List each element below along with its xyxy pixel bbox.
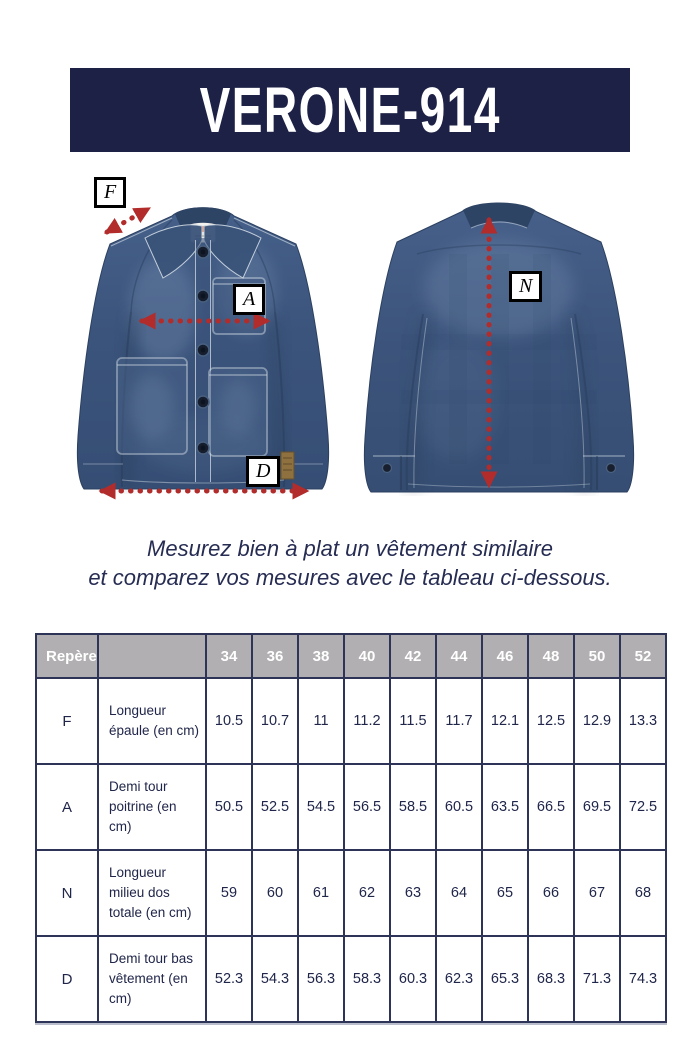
size-table-header-row [36,634,666,678]
value-cell: 74.3 [620,936,666,1022]
measure-label-a: A [233,284,265,315]
value-cell: 52.5 [252,764,298,850]
size-col-header-40: 40 [344,634,390,678]
value-cell: 60 [252,850,298,936]
value-cell: 56.3 [298,936,344,1022]
jacket-back-image [357,194,641,496]
value-cell: 63.5 [482,764,528,850]
value-cell: 62 [344,850,390,936]
value-cell: 68 [620,850,666,936]
instruction-line-2: et comparez vos mesures avec le tableau ci-dessous. [88,565,612,591]
measuring-instruction [0,534,700,592]
measure-row-a [36,764,666,850]
value-cell: 58.3 [344,936,390,1022]
value-cell: 68.3 [528,936,574,1022]
row-code-cell: D [36,936,98,1022]
measure-label-n: N [509,271,542,302]
value-cell: 11.2 [344,678,390,764]
size-col-header-46: 46 [482,634,528,678]
size-col-header-52: 52 [620,634,666,678]
row-description-cell: Demi tour poitrine (en cm) [98,764,206,850]
value-cell: 12.5 [528,678,574,764]
instruction-line-1: Mesurez bien à plat un vêtement similaire [147,536,553,561]
value-cell: 13.3 [620,678,666,764]
value-cell: 11 [298,678,344,764]
value-cell: 63 [390,850,436,936]
value-cell: 50.5 [206,764,252,850]
value-cell: 54.3 [252,936,298,1022]
value-cell: 11.7 [436,678,482,764]
size-table [35,633,667,1023]
value-cell: 67 [574,850,620,936]
value-cell: 66 [528,850,574,936]
value-cell: 59 [206,850,252,936]
product-banner [70,68,630,152]
value-cell: 12.9 [574,678,620,764]
row-description-cell: Longueur épaule (en cm) [98,678,206,764]
size-col-header-38: 38 [298,634,344,678]
value-cell: 61 [298,850,344,936]
value-cell: 60.3 [390,936,436,1022]
size-col-header-42: 42 [390,634,436,678]
value-cell: 69.5 [574,764,620,850]
value-cell: 12.1 [482,678,528,764]
hem-tag [281,452,294,479]
value-cell: 10.5 [206,678,252,764]
size-col-header-36: 36 [252,634,298,678]
value-cell: 72.5 [620,764,666,850]
jacket-front-image [75,192,331,494]
measure-row-d [36,936,666,1022]
size-table-body [36,678,666,1022]
size-col-header-44: 44 [436,634,482,678]
value-cell: 60.5 [436,764,482,850]
size-col-header-48: 48 [528,634,574,678]
row-code-cell: A [36,764,98,850]
value-cell: 62.3 [436,936,482,1022]
measure-label-f: F [94,177,126,208]
measure-label-d: D [246,456,280,487]
size-col-header-50: 50 [574,634,620,678]
row-description-cell: Longueur milieu dos totale (en cm) [98,850,206,936]
description-header-empty [98,634,206,678]
value-cell: 54.5 [298,764,344,850]
value-cell: 11.5 [390,678,436,764]
size-table-container [35,633,665,1023]
value-cell: 65.3 [482,936,528,1022]
row-code-cell: N [36,850,98,936]
measure-row-f [36,678,666,764]
value-cell: 66.5 [528,764,574,850]
value-cell: 65 [482,850,528,936]
value-cell: 71.3 [574,936,620,1022]
value-cell: 58.5 [390,764,436,850]
product-title: VERONE-914 [199,74,501,146]
row-code-cell: F [36,678,98,764]
size-col-header-34: 34 [206,634,252,678]
measurement-diagram [0,158,700,538]
measure-row-n [36,850,666,936]
value-cell: 10.7 [252,678,298,764]
row-description-cell: Demi tour bas vêtement (en cm) [98,936,206,1022]
value-cell: 64 [436,850,482,936]
corner-header-repere: Repère [36,634,98,678]
value-cell: 52.3 [206,936,252,1022]
value-cell: 56.5 [344,764,390,850]
